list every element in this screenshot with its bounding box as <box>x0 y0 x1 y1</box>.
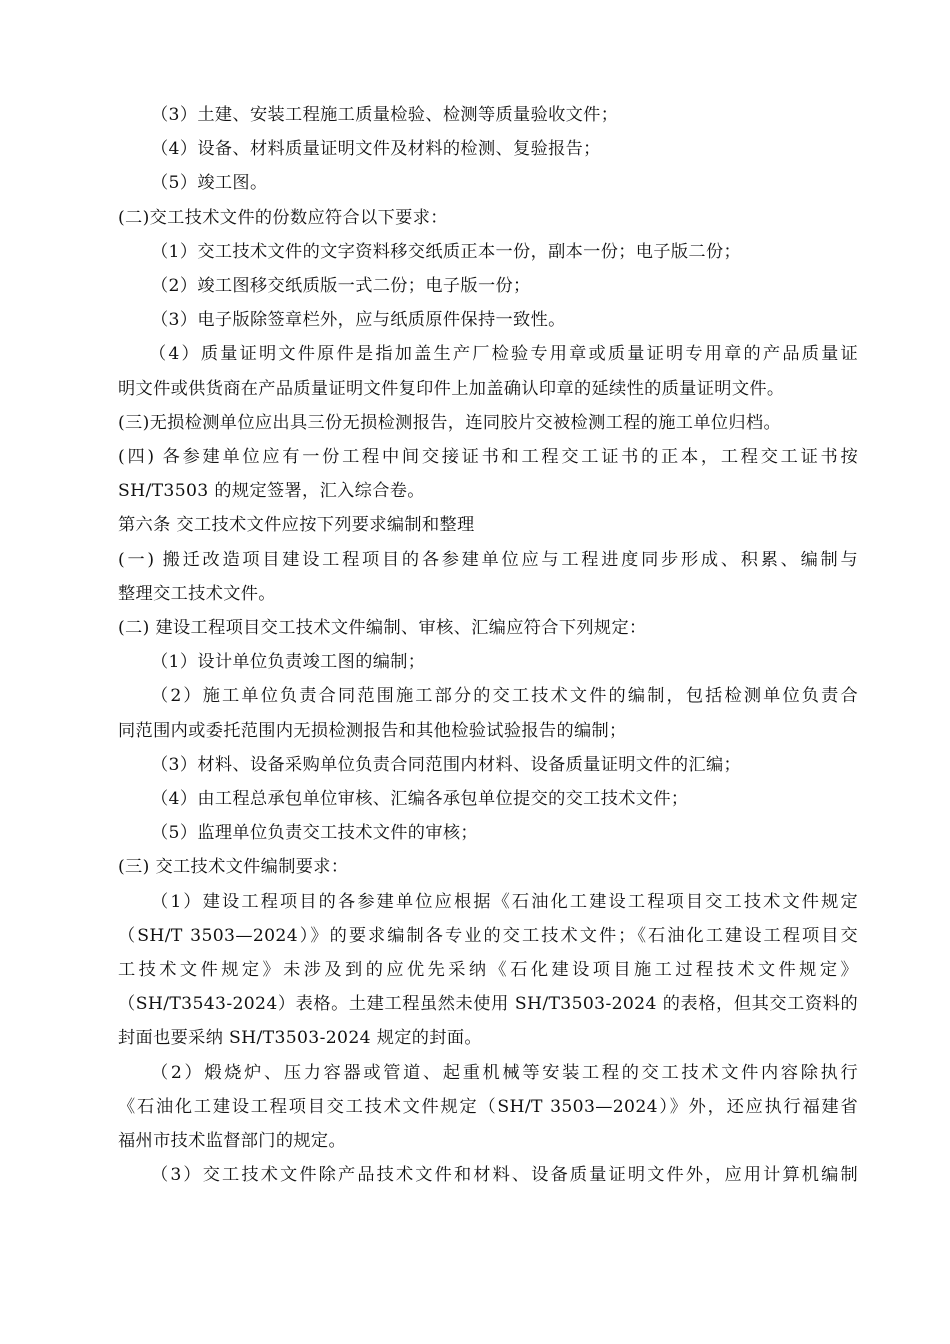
text-line: （5）监理单位负责交工技术文件的审核； <box>151 823 478 844</box>
text-line: (三)无损检测单位应出具三份无损检测报告，连同胶片交被检测工程的施工单位归档。 <box>118 412 782 433</box>
text-line: 整理交工技术文件。 <box>118 583 276 604</box>
text-line: （3）电子版除签章栏外，应与纸质原件保持一致性。 <box>151 310 566 331</box>
text-line: 同范围内或委托范围内无损检测报告和其他检验试验报告的编制； <box>118 720 627 741</box>
text-line: SH/T3503 的规定签署，汇入综合卷。 <box>118 481 425 502</box>
text-line: （4）由工程总承包单位审核、汇编各承包单位提交的交工技术文件； <box>151 789 689 810</box>
text-line: （1）设计单位负责竣工图的编制； <box>151 652 426 673</box>
text-line: （4）质量证明文件原件是指加盖生产厂检验专用章或质量证明专用章的产品质量证 <box>149 344 858 365</box>
text-line: （2）施工单位负责合同范围施工部分的交工技术文件的编制，包括检测单位负责合 <box>151 686 858 707</box>
text-line: 福州市技术监督部门的规定。 <box>118 1131 346 1152</box>
text-line: （3）交工技术文件除产品技术文件和材料、设备质量证明文件外，应用计算机编制 <box>151 1165 858 1186</box>
text-line: （2）煅烧炉、压力容器或管道、起重机械等安装工程的交工技术文件内容除执行 <box>151 1062 858 1083</box>
text-line: (一) 搬迁改造项目建设工程项目的各参建单位应与工程进度同步形成、积累、编制与 <box>118 549 858 570</box>
text-line: (三) 交工技术文件编制要求： <box>118 857 349 878</box>
text-line: （3）土建、安装工程施工质量检验、检测等质量验收文件； <box>151 105 619 125</box>
text-line: （2）竣工图移交纸质版一式二份；电子版一份； <box>151 276 531 297</box>
text-line: (二)交工技术文件的份数应符合以下要求： <box>118 207 448 228</box>
text-line: 封面也要采纳 SH/T3503-2024 规定的封面。 <box>118 1028 482 1049</box>
text-line: （1）建设工程项目的各参建单位应根据《石油化工建设工程项目交工技术文件规定 <box>151 891 858 912</box>
text-line: 明文件或供货商在产品质量证明文件复印件上加盖确认印章的延续性的质量证明文件。 <box>118 378 785 399</box>
text-line: 第六条 交工技术文件应按下列要求编制和整理 <box>118 515 475 536</box>
text-line: 工技术文件规定》未涉及到的应优先采纳《石化建设项目施工过程技术文件规定》 <box>118 960 858 981</box>
text-line: （4）设备、材料质量证明文件及材料的检测、复验报告； <box>151 139 601 160</box>
text-line: 《石油化工建设工程项目交工技术文件规定（SH/T 3503—2024）》外，还应执行福建省 <box>118 1096 858 1117</box>
text-line: （1）交工技术文件的文字资料移交纸质正本一份，副本一份；电子版二份； <box>151 241 742 262</box>
text-line: (四) 各参建单位应有一份工程中间交接证书和工程交工证书的正本，工程交工证书按 <box>118 447 858 468</box>
text-line: （5）竣工图。 <box>151 173 268 194</box>
text-line: (二) 建设工程项目交工技术文件编制、审核、汇编应符合下列规定： <box>118 618 647 639</box>
text-line: （SH/T 3503—2024）》的要求编制各专业的交工技术文件；《石油化工建设工程项目交 <box>118 925 858 946</box>
text-line: （3）材料、设备采购单位负责合同范围内材料、设备质量证明文件的汇编； <box>151 754 742 775</box>
text-line: （SH/T3543-2024）表格。土建工程虽然未使用 SH/T3503-2024 的表格，但其交工资料的 <box>118 994 858 1015</box>
